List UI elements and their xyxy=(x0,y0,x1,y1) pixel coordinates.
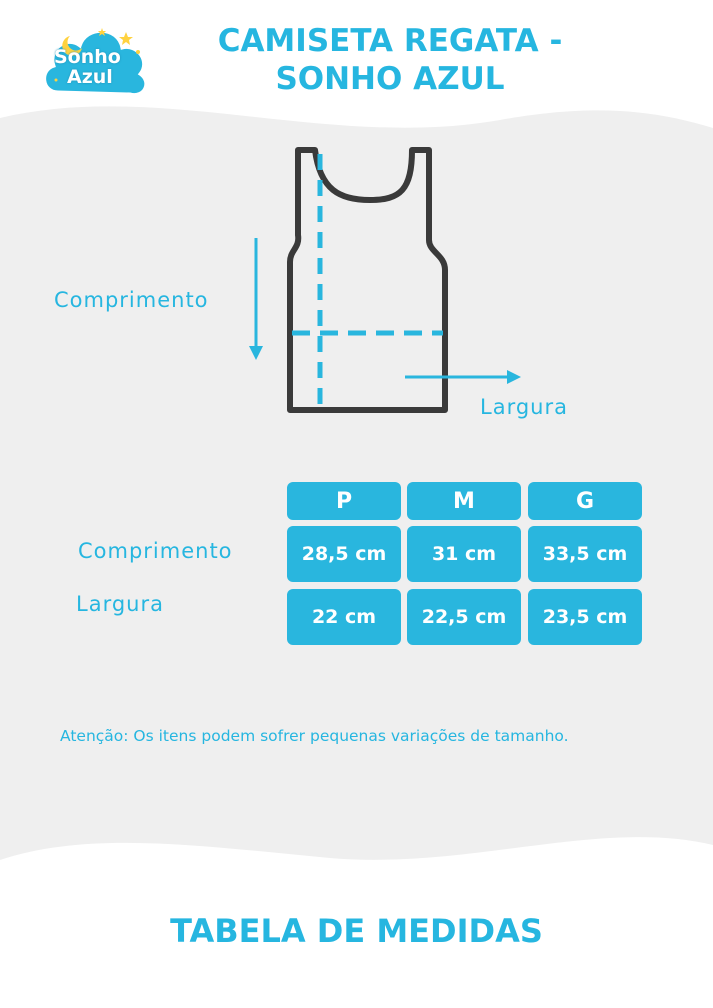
table-cell: 22,5 cm xyxy=(407,589,521,645)
title-line-1: CAMISETA REGATA - xyxy=(217,23,563,59)
diagram-length-label: Comprimento xyxy=(54,288,209,312)
table-cell: 28,5 cm xyxy=(287,526,401,582)
title-line-2: SONHO AZUL xyxy=(275,61,505,97)
footer-title: TABELA DE MEDIDAS xyxy=(170,912,543,950)
size-header-p: P xyxy=(287,482,401,520)
logo-text-azul: Azul xyxy=(67,66,113,88)
size-header-g: G xyxy=(528,482,642,520)
row-label-comprimento: Comprimento xyxy=(78,539,233,563)
table-cell: 22 cm xyxy=(287,589,401,645)
logo-text-sonho: Sonho xyxy=(54,46,121,68)
size-header-m: M xyxy=(407,482,521,520)
page-title xyxy=(180,22,600,98)
table-cell: 33,5 cm xyxy=(528,526,642,582)
table-cell: 23,5 cm xyxy=(528,589,642,645)
row-label-largura: Largura xyxy=(76,592,164,616)
size-variation-note: Atenção: Os itens podem sofrer pequenas variações de tamanho. xyxy=(60,727,569,745)
arrow-right-icon xyxy=(405,368,525,386)
diagram-width-label: Largura xyxy=(480,395,568,419)
brand-logo xyxy=(40,18,152,100)
table-cell: 31 cm xyxy=(407,526,521,582)
arrow-down-icon xyxy=(245,238,267,362)
tank-top-icon xyxy=(240,140,540,430)
